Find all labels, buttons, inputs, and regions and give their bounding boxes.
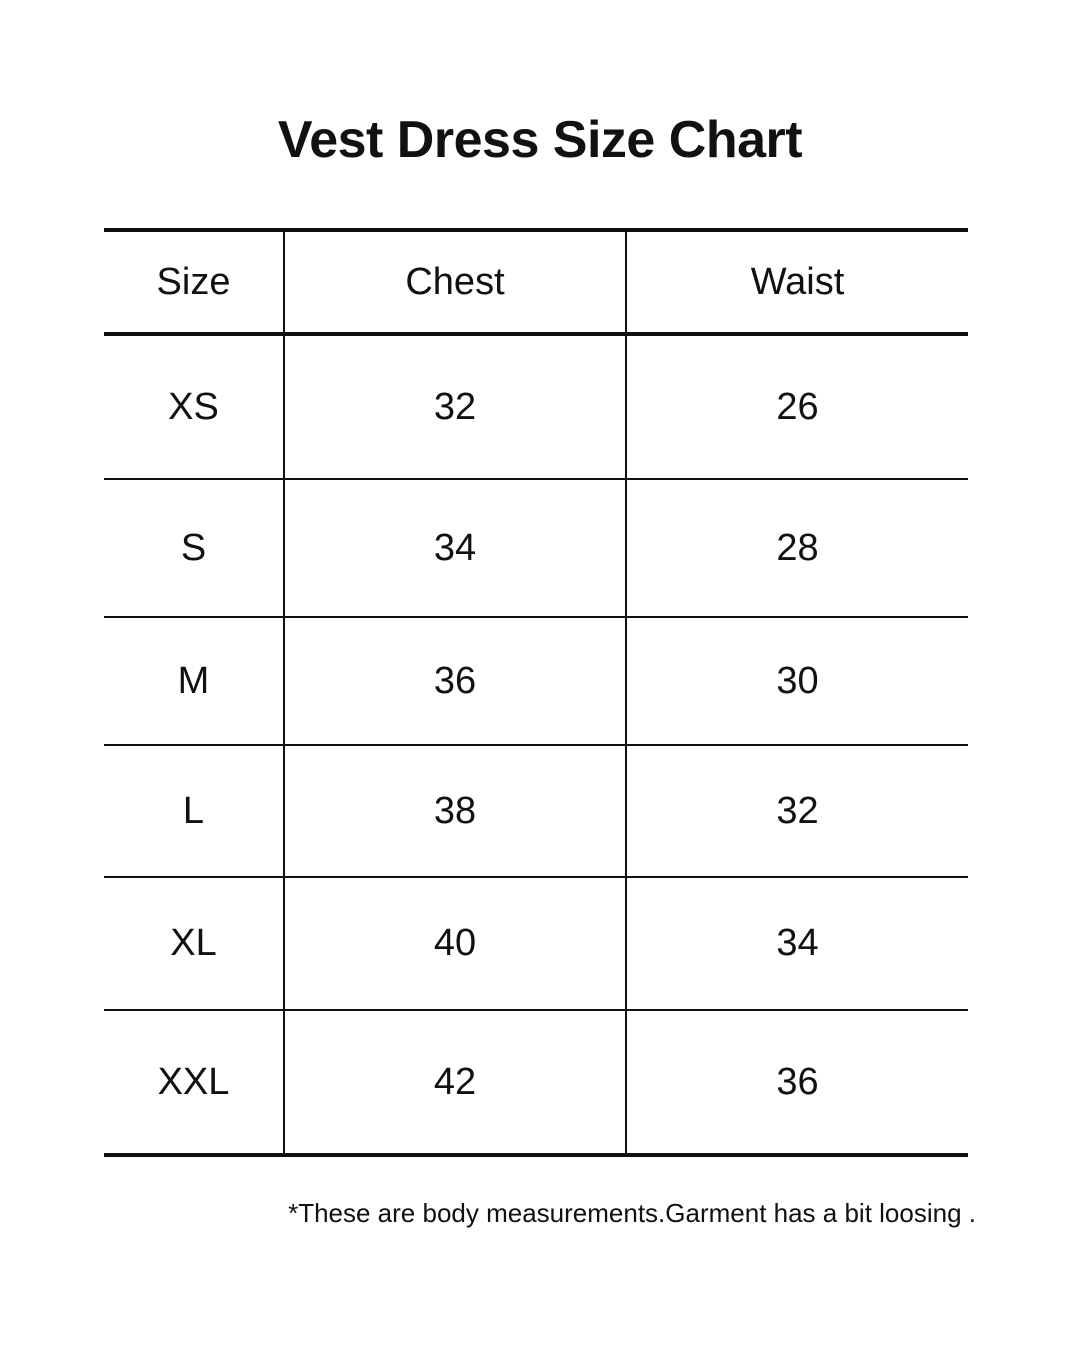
header-size: Size <box>104 230 284 334</box>
page-title: Vest Dress Size Chart <box>277 111 803 169</box>
waist-cell: 36 <box>626 1010 968 1155</box>
waist-cell: 34 <box>626 877 968 1010</box>
size-cell: M <box>104 617 284 745</box>
waist-cell: 28 <box>626 479 968 617</box>
chest-cell: 42 <box>284 1010 626 1155</box>
measurement-note: *These are body measurements.Garment has a bit loosing . <box>288 1198 976 1228</box>
chest-cell: 36 <box>284 617 626 745</box>
waist-cell: 26 <box>626 334 968 479</box>
table-row <box>104 334 968 479</box>
size-cell: S <box>104 479 284 617</box>
chest-cell: 40 <box>284 877 626 1010</box>
header-chest: Chest <box>284 230 626 334</box>
table-header <box>104 230 968 334</box>
waist-cell: 30 <box>626 617 968 745</box>
table-row <box>104 479 968 617</box>
header-row <box>104 230 968 334</box>
chest-cell: 38 <box>284 745 626 877</box>
table-row <box>104 1010 968 1155</box>
size-cell: XL <box>104 877 284 1010</box>
chest-cell: 34 <box>284 479 626 617</box>
size-cell: XS <box>104 334 284 479</box>
waist-cell: 32 <box>626 745 968 877</box>
table-row <box>104 745 968 877</box>
table-row <box>104 617 968 745</box>
size-chart-table <box>104 228 968 1157</box>
table-body <box>104 334 968 1155</box>
table-row <box>104 877 968 1010</box>
size-cell: L <box>104 745 284 877</box>
size-cell: XXL <box>104 1010 284 1155</box>
chest-cell: 32 <box>284 334 626 479</box>
header-waist: Waist <box>626 230 968 334</box>
